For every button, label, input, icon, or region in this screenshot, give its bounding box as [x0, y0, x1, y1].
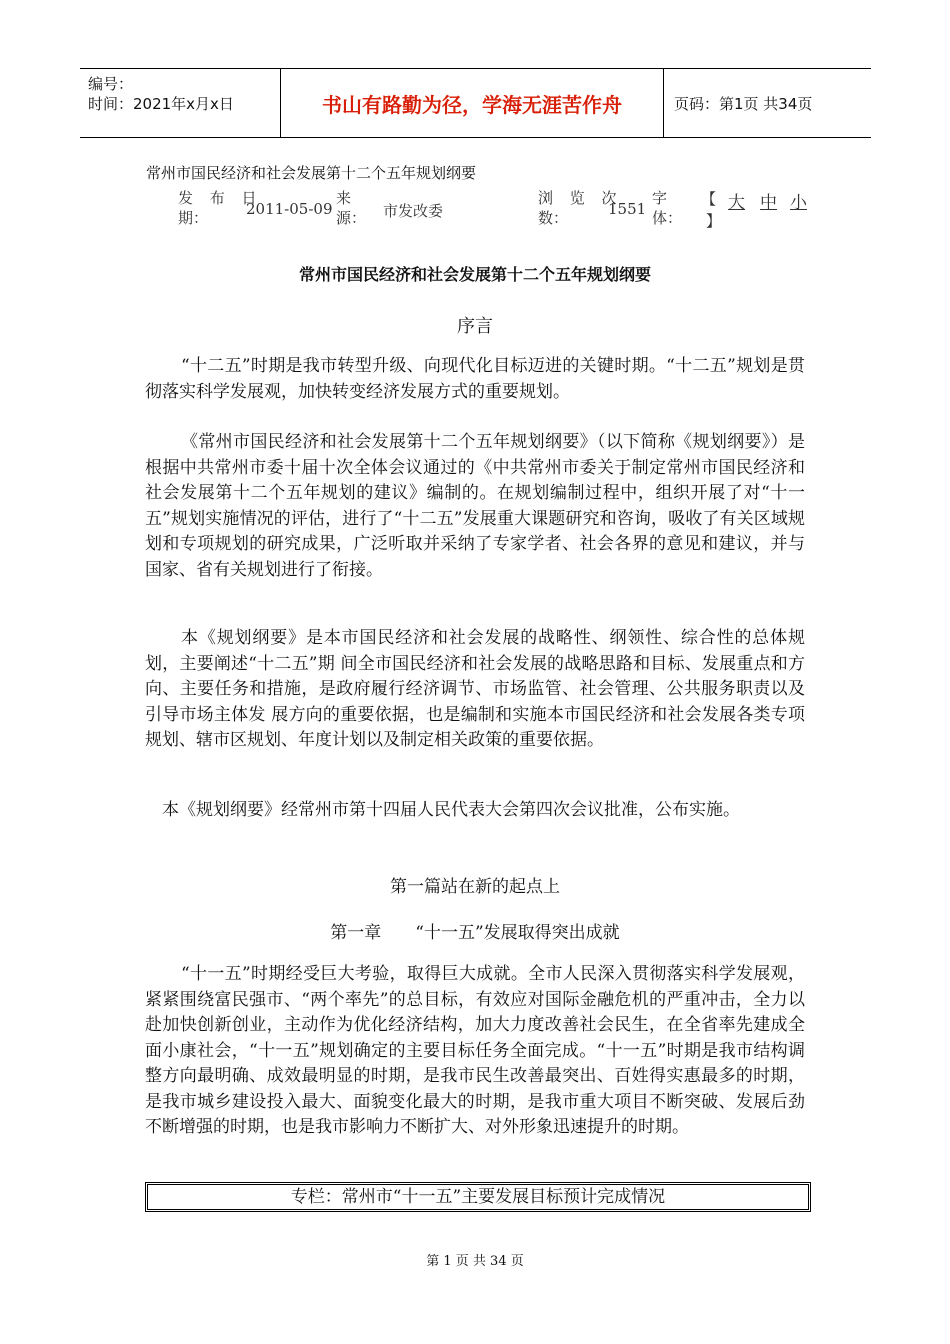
main-title: 常州市国民经济和社会发展第十二个五年规划纲要	[298, 265, 651, 284]
chapter-heading: 第一章 “十一五”发展取得突出成就	[330, 923, 620, 943]
font-small-link[interactable]: 小	[790, 193, 807, 213]
paragraph-2: 《常州市国民经济和社会发展第十二个五年规划纲要》（以下简称《规划纲要》）是根据中共常州市委十届十次全体会议通过的《中共常州市委关于制定常州市国民经济和社会发展第十二个五年规划的建议》编制的。在规划编制过程中，组织开展了对“十一五”规划实施情况的评估，进行了“十二五”发展重大课题研究和咨询，吸收了有关区域规划和专项规划的研究成果，广泛听取并采纳了专家学者、社会各界的意见和建议，并与国家、省有关规划进行了衔接。	[145, 432, 805, 580]
header-info-cell	[80, 69, 281, 137]
chapter-paragraph: “十一五”时期经受巨大考验，取得巨大成就。全市人民深入贯彻落实科学发展观，紧紧围绕富民强市、“两个率先”的总目标，有效应对国际金融危机的严重冲击，全力以赴加快创新创业，主动作为优化经济结构，加大力度改善社会民生，在全省率先建成全面小康社会，“十一五”规划确定的主要目标任务全面完成。“十一五”时期是我市结构调整方向最明确、成效最明显的时期，是我市民生改善最突出、百姓得实惠最多的时期，是我市城乡建设投入最大、面貌变化最大的时期，是我市重大项目不断突破、发展后劲不断增强的时期，也是我市影响力不断扩大、对外形象迅速提升的时期。	[145, 964, 805, 1137]
paragraph-4: 本《规划纲要》经常州市第十四届人民代表大会第四次会议批准，公布实施。	[162, 800, 740, 820]
number-label: 编号：	[88, 75, 134, 93]
time-label: 时间：2021年x月x日	[88, 95, 234, 113]
header-motto: 书山有路勤为径，学海无涯苦作舟	[281, 69, 664, 137]
publish-date-label: 发 布 日 期：	[178, 189, 263, 227]
views-count: 1551	[608, 200, 647, 218]
views-label: 浏 览 次 数：	[538, 189, 623, 227]
paragraph-1: “十二五”时期是我市转型升级、向现代化目标迈进的关键时期。“十二五”规划是贯彻落实科学发展观，加快转变经济发展方式的重要规划。	[145, 356, 805, 402]
publish-date: 2011-05-09	[246, 200, 333, 218]
page-footer: 第 1 页 共 34 页	[426, 1254, 524, 1269]
paragraph-3: 本《规划纲要》是本市国民经济和社会发展的战略性、纲领性、综合性的总体规划，主要阐述“十二五”期 间全市国民经济和社会发展的战略思路和目标、发展重点和方向、主要任务和措施，是政府履行经济调节、市场监管、社会管理、公共服务职责以及引导市场主体发 展方向的重要依据，也是编制和实施本市国民经济和社会发展各类专项规划、辖市区规划、年度计划以及制定相关政策的重要依据。	[145, 628, 805, 750]
preface-heading: 序言	[457, 316, 493, 337]
bracket-close: 】	[706, 212, 722, 230]
box-title: 专栏：常州市“十一五”主要发展目标预计完成情况	[145, 1182, 811, 1212]
part-heading: 第一篇站在新的起点上	[390, 877, 560, 897]
source-label: 来 源：	[336, 189, 367, 227]
font-large-link[interactable]: 大	[728, 193, 745, 213]
source-value: 市发改委	[383, 202, 444, 220]
page-header	[80, 68, 871, 138]
font-medium-link[interactable]: 中	[760, 193, 777, 213]
font-size-label: 字 体：	[652, 189, 683, 227]
bracket-open: 【	[701, 190, 717, 208]
document-title: 常州市国民经济和社会发展第十二个五年规划纲要	[146, 164, 477, 182]
header-page-info: 页码：第1页 共34页	[674, 94, 813, 113]
